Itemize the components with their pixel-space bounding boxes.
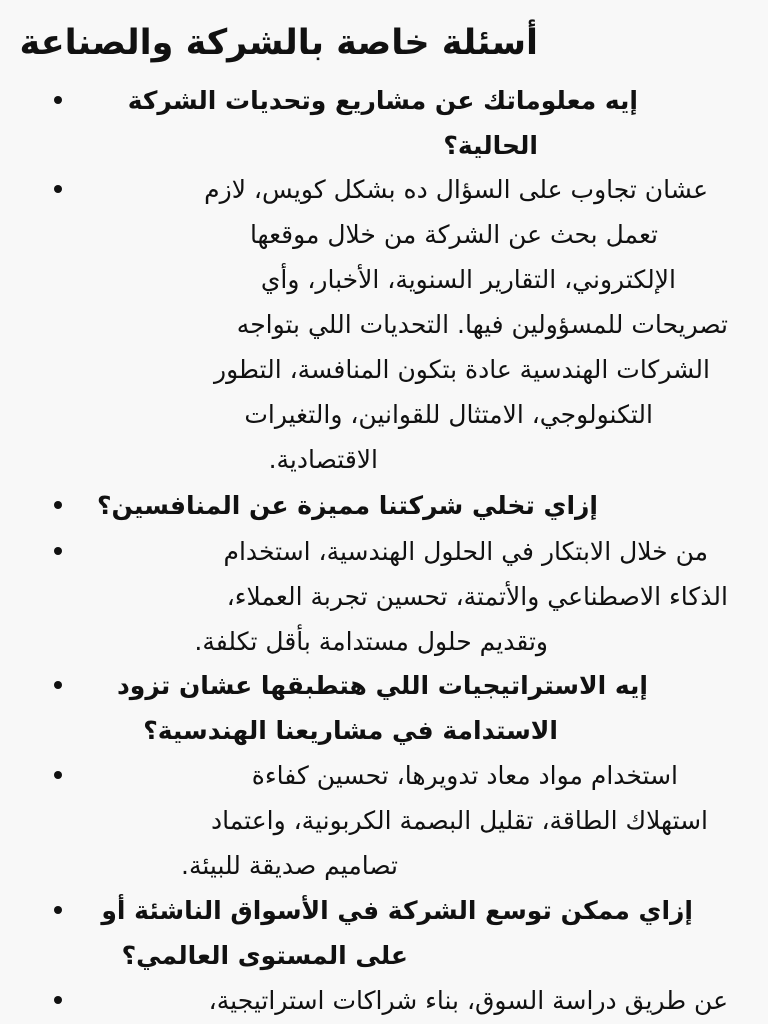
answer-1-line-7: الاقتصادية. [268,445,378,474]
bullet-icon [54,906,62,914]
question-3 [40,663,728,753]
answer-3-line-3: تصاميم صديقة للبيئة. [181,851,398,880]
question-4-line-2: على المستوى العالمي؟ [121,941,408,970]
question-2-line-1: إزاي تخلي شركتنا مميزة عن المنافسين؟ [97,491,598,520]
question-1-line-1: إيه معلوماتك عن مشاريع وتحديات الشركة [127,86,638,115]
answer-2 [40,529,728,664]
answer-4 [40,978,728,1023]
bullet-icon [54,547,62,555]
answer-2-line-2: الذكاء الاصطناعي والأتمتة، تحسين تجربة العملاء، [226,582,728,611]
question-4-line-1: إزاي ممكن توسع الشركة في الأسواق الناشئة أو [101,896,693,925]
answer-1 [40,167,728,482]
bullet-icon [54,771,62,779]
question-2 [40,483,728,528]
answer-4-line-1: عن طريق دراسة السوق، بناء شراكات استراتيجية، [208,986,728,1015]
answer-1-line-3: الإلكتروني، التقارير السنوية، الأخبار، وأي [260,265,676,294]
bullet-icon [54,96,62,104]
question-3-line-1: إيه الاستراتيجيات اللي هتطبقها عشان تزود [116,671,648,700]
answer-1-line-4: تصريحات للمسؤولين فيها. التحديات اللي بتواجه [236,310,728,339]
section-heading: أسئلة خاصة بالشركة والصناعة [19,23,538,63]
answer-3-line-2: استهلاك الطاقة، تقليل البصمة الكربونية، واعتماد [210,806,708,835]
answer-2-line-3: وتقديم حلول مستدامة بأقل تكلفة. [194,627,548,656]
answer-3 [40,753,728,888]
question-1-line-2: الحالية؟ [443,131,538,160]
answer-1-line-5: الشركات الهندسية عادة بتكون المنافسة، التطور [214,355,710,384]
answer-1-line-1: عشان تجاوب على السؤال ده بشكل كويس، لازم [204,175,708,204]
answer-3-line-1: استخدام مواد معاد تدويرها، تحسين كفاءة [251,761,678,790]
question-1 [40,78,728,168]
question-3-line-2: الاستدامة في مشاريعنا الهندسية؟ [143,716,558,745]
question-4 [40,888,728,978]
bullet-icon [54,501,62,509]
answer-1-line-2: تعمل بحث عن الشركة من خلال موقعها [249,220,658,249]
bullet-icon [54,996,62,1004]
bullet-icon [54,681,62,689]
bullet-icon [54,185,62,193]
answer-2-line-1: من خلال الابتكار في الحلول الهندسية، استخدام [223,537,708,566]
answer-1-line-6: التكنولوجي، الامتثال للقوانين، والتغيرات [244,400,653,429]
